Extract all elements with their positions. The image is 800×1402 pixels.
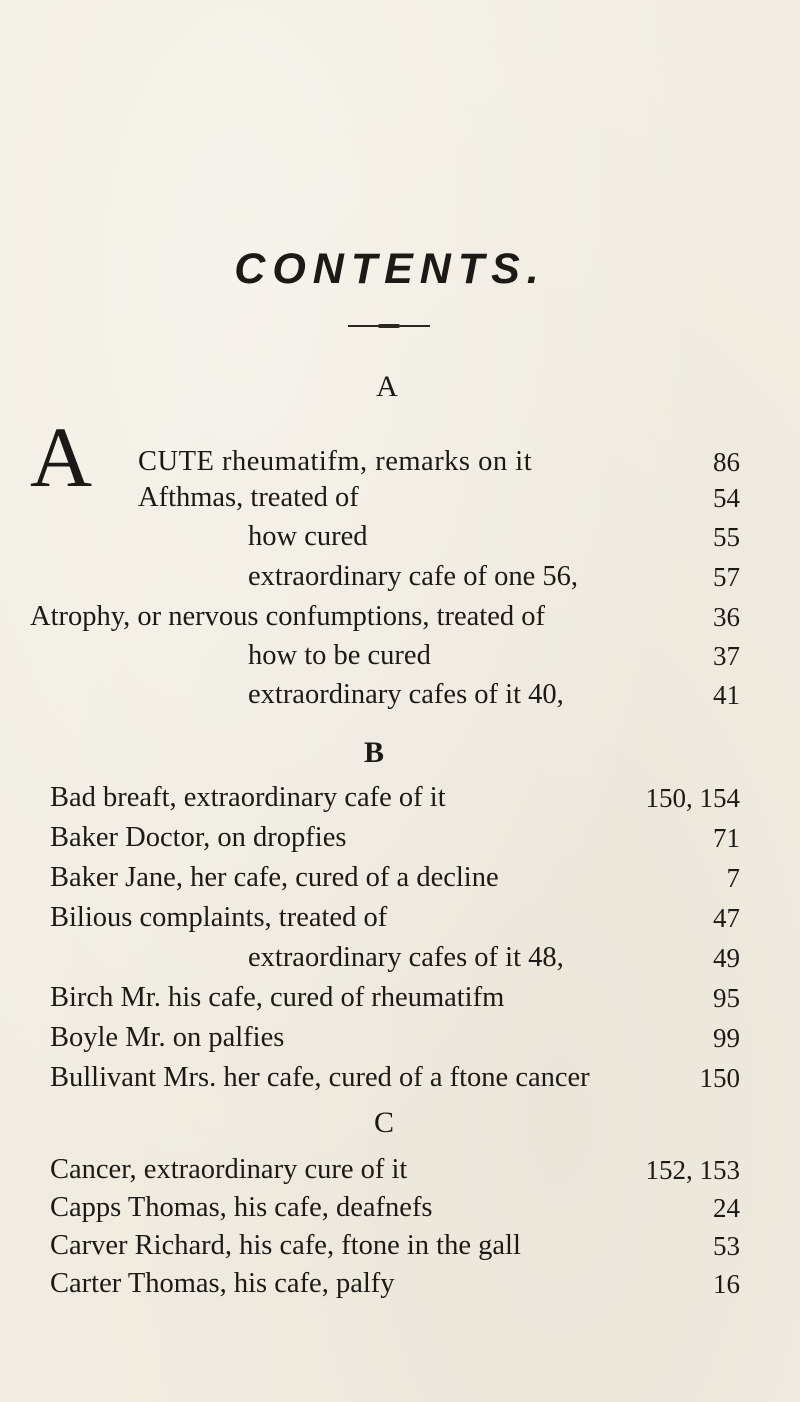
entry-page: 99: [713, 1023, 740, 1053]
entry-page: 95: [713, 983, 740, 1013]
entry-text: Carver Richard, his cafe, ftone in the gall: [50, 1230, 521, 1261]
index-entry: [138, 443, 740, 481]
entry-text: Cancer, extraordinary cure of it: [50, 1154, 408, 1185]
drop-cap-a: A: [30, 409, 93, 505]
entry-page: 24: [713, 1193, 740, 1223]
index-entry: [50, 979, 740, 1017]
index-entry: [50, 899, 740, 937]
index-entry: [50, 779, 740, 817]
entry-page: 37: [713, 641, 740, 671]
entry-page: 55: [713, 522, 740, 552]
section-letter-a: A: [376, 370, 398, 403]
entry-page: 41: [713, 680, 740, 710]
section-letter-c: C: [373, 1106, 394, 1139]
entry-text: CUTE rheumatifm, remarks on it: [138, 446, 533, 477]
index-entry: [138, 479, 740, 517]
entry-text: Carter Thomas, his cafe, palfy: [50, 1268, 395, 1299]
entry-text: Baker Jane, her cafe, cured of a decline: [50, 862, 499, 893]
entry-page: 16: [713, 1269, 740, 1299]
entry-text: Boyle Mr. on palfies: [50, 1022, 285, 1053]
index-entry: [248, 518, 740, 556]
index-entry: [50, 819, 740, 857]
index-entry: [50, 1227, 740, 1265]
entry-page: 57: [713, 562, 740, 592]
index-entry: [50, 1019, 740, 1057]
entry-text: how to be cured: [248, 640, 431, 671]
entry-page: 49: [713, 943, 740, 973]
index-entry: [50, 1265, 740, 1303]
entry-text: Afthmas, treated of: [138, 482, 359, 513]
index-entry: [50, 859, 740, 897]
entry-page: 150, 154: [645, 783, 740, 813]
index-entry: [248, 637, 740, 675]
entry-page: 54: [713, 483, 740, 513]
entry-text: extraordinary cafes of it 48,: [248, 942, 564, 973]
index-entry: [248, 558, 740, 596]
index-entry: [248, 939, 740, 977]
ornamental-rule: [348, 325, 430, 327]
entry-text: extraordinary cafes of it 40,: [248, 679, 564, 710]
entry-text: Atrophy, or nervous confumptions, treated of: [30, 601, 545, 632]
contents-heading: CONTENTS.: [234, 245, 546, 293]
section-letter-b: B: [363, 736, 384, 769]
index-entry: [50, 1151, 740, 1189]
index-entry: [50, 1189, 740, 1227]
entry-text: Bilious complaints, treated of: [50, 902, 388, 933]
entry-page: 36: [713, 602, 740, 632]
entry-text: Bullivant Mrs. her cafe, cured of a ftone cancer: [50, 1062, 590, 1093]
index-entry: [248, 676, 740, 714]
entry-text: Baker Doctor, on dropfies: [50, 822, 347, 853]
entry-text: how cured: [248, 521, 368, 552]
entry-page: 47: [713, 903, 740, 933]
index-entry: [50, 1059, 740, 1097]
entry-text: Birch Mr. his cafe, cured of rheumatifm: [50, 982, 505, 1013]
entry-page: 7: [726, 863, 740, 893]
entry-page: 86: [713, 447, 740, 477]
entry-text: Capps Thomas, his cafe, deafnefs: [50, 1192, 433, 1223]
entry-page: 152, 153: [645, 1155, 740, 1185]
entry-text: extraordinary cafe of one 56,: [248, 561, 578, 592]
entry-text: Bad breaft, extraordinary cafe of it: [50, 782, 446, 813]
index-entry: [30, 598, 740, 636]
entry-page: 150: [699, 1063, 740, 1093]
entry-page: 71: [713, 823, 740, 853]
entry-page: 53: [713, 1231, 740, 1261]
